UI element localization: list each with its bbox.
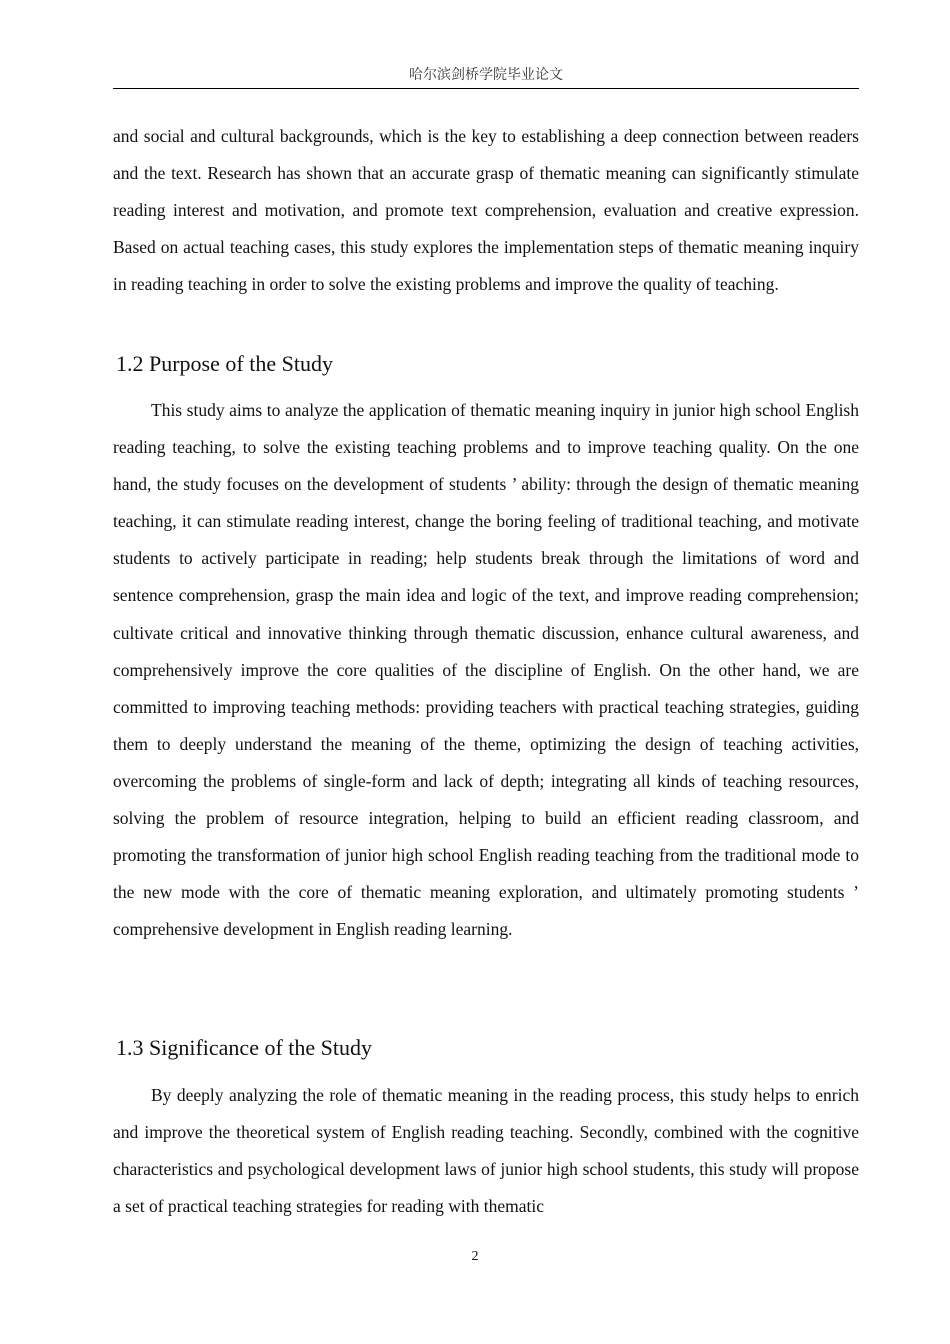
section-heading-significance: 1.3 Significance of the Study [116, 1035, 373, 1060]
running-header: 哈尔滨剑桥学院毕业论文 [409, 67, 563, 83]
paragraph-purpose: This study aims to analyze the application of thematic meaning inquiry in junior high school English reading teaching, to solve the existing teaching problems and to improve teaching quality. On the one hand, the study focuses on the development of students ’ ability: through the design of thematic meaning teaching, it can stimulate reading interest, change the boring feeling of traditional teaching, and motivate students to actively participate in reading; help students break through the limitations of word and sentence comprehension, grasp the main idea and logic of the text, and improve reading comprehension; cultivate critical and innovative thinking through thematic discussion, enhance cultural awareness, and comprehensively improve the core qualities of the discipline of English. On the other hand, we are committed to improving teaching methods: providing teachers with practical teaching strategies, guiding them to deeply understand the meaning of the theme, optimizing the design of teaching activities, overcoming the problems of single-form and lack of depth; integrating all kinds of teaching resources, solving the problem of resource integration, helping to build an efficient reading classroom, and promoting the transformation of junior high school English reading teaching from the traditional mode to the new mode with the core of thematic meaning exploration, and ultimately promoting students ’ comprehensive development in English reading learning. [113, 400, 859, 940]
section-heading-purpose: 1.2 Purpose of the Study [116, 351, 333, 376]
page-number: 2 [471, 1249, 479, 1264]
paragraph-intro-continuation: and social and cultural backgrounds, which is the key to establishing a deep connection between readers and the text. Research has shown that an accurate grasp of thematic meaning can significantly stimulate reading interest and motivation, and promote text comprehension, evaluation and creative expression. Based on actual teaching cases, this study explores the implementation steps of thematic meaning inquiry in reading teaching in order to solve the existing problems and improve the quality of teaching. [113, 126, 859, 295]
header-divider [113, 88, 859, 89]
paragraph-significance: By deeply analyzing the role of thematic meaning in the reading process, this study helps to enrich and improve the theoretical system of English reading teaching. Secondly, combined with the cognitive characteristics and psychological development laws of junior high school students, this study will propose a set of practical teaching strategies for reading with thematic [113, 1085, 859, 1217]
